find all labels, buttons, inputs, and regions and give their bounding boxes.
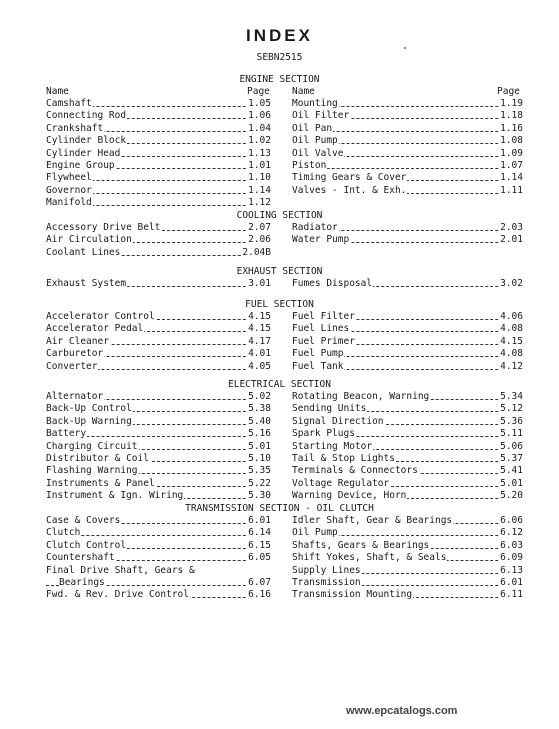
index-entry	[46, 234, 271, 246]
index-entry	[46, 148, 271, 160]
index-entry	[46, 135, 271, 147]
index-entry	[292, 361, 523, 373]
entry-name: Countershaft	[46, 552, 115, 564]
index-entry	[292, 577, 523, 589]
entry-name: Sending Units	[292, 403, 367, 415]
entry-name: Transmission	[292, 577, 361, 588]
entry-name: Fuel Lines	[292, 323, 350, 335]
entry-page: 5.41	[500, 465, 523, 477]
document-code: SEBN2515	[256, 52, 303, 63]
name-column-header-right: Name	[292, 86, 315, 97]
entry-page: 4.06	[500, 311, 523, 322]
index-entry	[46, 98, 271, 110]
entry-name: Oil Valve	[292, 147, 344, 159]
entry-name: Water Pump	[292, 234, 350, 246]
index-entry	[292, 172, 523, 184]
entry-name: Camshaft	[46, 98, 92, 109]
entry-name: Fwd. & Rev. Drive Control	[46, 589, 189, 601]
entry-name-continued: Final Drive Shaft, Gears &	[46, 564, 195, 576]
index-entry	[46, 428, 271, 440]
index-entry	[292, 490, 523, 502]
entry-page: 5.22	[248, 477, 271, 489]
entry-name: Starting Motor	[292, 440, 373, 452]
entry-name: Coolant Lines	[46, 246, 121, 258]
entry-page: 6.09	[500, 552, 523, 564]
entry-page: 5.10	[248, 453, 271, 464]
entry-name: Mounting	[292, 98, 338, 109]
index-entry	[46, 453, 271, 465]
entry-page: 5.40	[248, 415, 271, 427]
index-entry	[46, 403, 271, 415]
entry-page: 4.15	[500, 335, 523, 347]
entry-page: 1.05	[248, 98, 271, 109]
index-entry	[292, 428, 523, 440]
entry-page: 5.01	[248, 440, 271, 452]
entry-page: 4.01	[248, 348, 271, 360]
entry-page: 4.15	[248, 311, 271, 322]
index-entry	[292, 515, 523, 527]
entry-page: 5.06	[500, 440, 523, 452]
entry-name: Crankshaft	[46, 122, 104, 134]
entry-name: Spark Plugs	[292, 428, 355, 440]
entry-name: Case & Covers	[46, 515, 121, 526]
index-entry	[46, 478, 271, 490]
scan-speck	[404, 47, 406, 49]
watermark: www.epcatalogs.com	[346, 705, 458, 717]
entry-page: 1.18	[500, 110, 523, 122]
entry-name: Manifold	[46, 197, 92, 209]
entry-name: Supply Lines	[292, 564, 361, 576]
entry-name: Shift Yokes, Shaft, & Seals	[292, 552, 447, 564]
index-entry	[292, 416, 523, 428]
entry-page: 1.11	[500, 184, 523, 196]
index-entry	[292, 565, 523, 577]
entry-name: Alternator	[46, 391, 104, 402]
entry-name: Bearings	[59, 577, 105, 588]
index-entry	[46, 185, 271, 197]
entry-page: 2.03	[500, 222, 523, 233]
entry-name: Rotating Beacon, Warning	[292, 391, 430, 402]
entry-page: 1.02	[248, 135, 271, 147]
entry-page: 2.01	[500, 234, 523, 246]
entry-name: Valves - Int. & Exh.	[292, 184, 407, 196]
entry-page: 6.01	[248, 515, 271, 526]
index-entry	[292, 552, 523, 564]
entry-name: Converter	[46, 360, 98, 372]
entry-name: Fuel Primer	[292, 335, 355, 347]
entry-name: Governor	[46, 184, 92, 196]
entry-name: Fuel Filter	[292, 311, 355, 322]
index-entry	[46, 540, 271, 552]
index-entry	[46, 110, 271, 122]
entry-page: 4.15	[248, 323, 271, 335]
entry-name: Transmission Mounting	[292, 589, 413, 601]
entry-page: 5.37	[500, 453, 523, 464]
entry-name: Exhaust System	[46, 278, 127, 289]
index-entry	[292, 453, 523, 465]
index-entry	[46, 123, 271, 135]
index-entry	[46, 222, 271, 234]
entry-name: Accelerator Pedal	[46, 323, 144, 335]
page-column-header-left: Page	[247, 86, 270, 97]
entry-page: 6.03	[500, 539, 523, 551]
entry-name: Tail & Stop Lights	[292, 453, 395, 464]
entry-name: Flashing Warning	[46, 465, 138, 477]
section-title: TRANSMISSION SECTION - OIL CLUTCH	[185, 503, 374, 514]
entry-name: Battery	[46, 428, 87, 440]
index-entry	[292, 278, 523, 290]
entry-page: 6.05	[248, 552, 271, 564]
entry-name: Oil Pump	[292, 135, 338, 147]
entry-name: Air Circulation	[46, 234, 132, 246]
entry-page: 6.01	[500, 577, 523, 588]
index-entry	[292, 441, 523, 453]
entry-page: 5.38	[248, 403, 271, 415]
entry-page: 5.36	[500, 415, 523, 427]
entry-page: 1.10	[248, 172, 271, 184]
entry-page: 5.12	[500, 403, 523, 415]
entry-page: 1.14	[248, 184, 271, 196]
entry-name: Distributor & Coil	[46, 453, 149, 464]
entry-page: 3.02	[500, 278, 523, 289]
entry-page: 1.06	[248, 110, 271, 122]
index-entry	[46, 490, 271, 502]
entry-page: 5.20	[500, 490, 523, 502]
entry-page: 1.14	[500, 172, 523, 184]
entry-name: Carburetor	[46, 348, 104, 360]
entry-name: Timing Gears & Cover	[292, 172, 407, 184]
index-entry	[46, 465, 271, 477]
index-entry	[46, 311, 271, 323]
entry-name: Signal Direction	[292, 415, 384, 427]
section-title: EXHAUST SECTION	[236, 266, 323, 277]
entry-name: Shafts, Gears & Bearings	[292, 539, 430, 551]
entry-name: Fuel Pump	[292, 348, 344, 360]
entry-name: Idler Shaft, Gear & Bearings	[292, 515, 453, 526]
entry-name: Oil Filter	[292, 110, 350, 122]
index-entry	[46, 247, 271, 259]
entry-page: 1.07	[500, 160, 523, 171]
index-entry	[292, 391, 523, 403]
index-entry	[46, 577, 271, 589]
index-entry	[292, 98, 523, 110]
entry-page: 1.12	[248, 197, 271, 209]
index-entry	[292, 589, 523, 601]
index-entry	[292, 234, 523, 246]
entry-page: 2.04B	[242, 246, 271, 258]
index-entry	[46, 278, 271, 290]
index-entry	[46, 336, 271, 348]
entry-page: 5.16	[248, 428, 271, 440]
entry-name: Radiator	[292, 222, 338, 233]
index-entry	[292, 110, 523, 122]
entry-name: Back-Up Warning	[46, 415, 132, 427]
entry-name: Fuel Tank	[292, 360, 344, 372]
index-entry	[292, 336, 523, 348]
index-entry	[46, 416, 271, 428]
index-entry	[292, 222, 523, 234]
page-title: INDEX	[246, 26, 313, 45]
page-column-header-right: Page	[497, 86, 520, 97]
index-entry	[46, 348, 271, 360]
entry-name: Back-Up Control	[46, 403, 132, 415]
entry-page: 6.12	[500, 527, 523, 539]
index-entry	[292, 323, 523, 335]
section-title: ENGINE SECTION	[239, 74, 320, 85]
entry-name: Voltage Regulator	[292, 477, 390, 489]
index-entry	[46, 172, 271, 184]
entry-name: Instruments & Panel	[46, 477, 155, 489]
entry-page: 1.16	[500, 122, 523, 134]
entry-page: 5.01	[500, 477, 523, 489]
entry-page: 4.17	[248, 335, 271, 347]
index-entry	[292, 465, 523, 477]
entry-page: 6.14	[248, 527, 271, 539]
entry-name: Clutch Control	[46, 539, 127, 551]
index-entry	[46, 527, 271, 539]
entry-page: 5.11	[500, 428, 523, 440]
entry-name: Accessory Drive Belt	[46, 222, 161, 233]
entry-name: Engine Group	[46, 160, 115, 171]
entry-name: Piston	[292, 160, 327, 171]
index-entry	[292, 135, 523, 147]
entry-page: 1.19	[500, 98, 523, 109]
entry-name: Fumes Disposal	[292, 278, 373, 289]
index-entry	[46, 361, 271, 373]
index-entry	[292, 348, 523, 360]
index-entry	[292, 540, 523, 552]
entry-page: 6.15	[248, 539, 271, 551]
index-entry	[292, 160, 523, 172]
index-entry	[46, 441, 271, 453]
entry-name: Cylinder Block	[46, 135, 127, 147]
entry-page: 6.07	[248, 577, 271, 588]
entry-page: 1.08	[500, 135, 523, 147]
entry-page: 4.05	[248, 360, 271, 372]
index-entry	[46, 160, 271, 172]
entry-page: 1.01	[248, 160, 271, 171]
index-entry	[292, 478, 523, 490]
section-title: ELECTRICAL SECTION	[228, 379, 331, 390]
entry-name: Oil Pump	[292, 527, 338, 539]
entry-name: Charging Circuit	[46, 440, 138, 452]
index-entry	[292, 527, 523, 539]
entry-page: 1.04	[248, 122, 271, 134]
index-entry	[292, 311, 523, 323]
entry-name: Accelerator Control	[46, 311, 155, 322]
entry-page: 6.11	[500, 589, 523, 601]
section-title: COOLING SECTION	[236, 210, 323, 221]
entry-page: 5.30	[248, 490, 271, 502]
index-entry	[292, 123, 523, 135]
entry-name: Clutch	[46, 527, 81, 539]
entry-page: 1.13	[248, 147, 271, 159]
index-entry	[292, 403, 523, 415]
entry-name: Connecting Rod	[46, 110, 127, 122]
index-entry	[46, 515, 271, 527]
index-entry	[46, 589, 271, 601]
index-entry	[46, 391, 271, 403]
entry-page: 5.34	[500, 391, 523, 402]
entry-page: 5.02	[248, 391, 271, 402]
index-entry	[292, 148, 523, 160]
entry-page: 6.16	[248, 589, 271, 601]
entry-page: 4.12	[500, 360, 523, 372]
entry-name: Terminals & Connectors	[292, 465, 418, 477]
index-entry	[46, 552, 271, 564]
entry-page: 6.06	[500, 515, 523, 526]
entry-name: Oil Pan	[292, 122, 333, 134]
entry-name: Flywheel	[46, 172, 92, 184]
entry-name: Air Cleaner	[46, 335, 109, 347]
entry-page: 5.35	[248, 465, 271, 477]
name-column-header: Name	[46, 86, 69, 97]
index-entry	[46, 323, 271, 335]
entry-page: 6.13	[500, 564, 523, 576]
entry-page: 3.01	[248, 278, 271, 289]
entry-page: 4.08	[500, 323, 523, 335]
entry-page: 4.08	[500, 348, 523, 360]
entry-page: 2.07	[248, 222, 271, 233]
section-title: FUEL SECTION	[245, 299, 314, 310]
index-entry	[46, 197, 271, 209]
entry-name: Cylinder Head	[46, 147, 121, 159]
entry-page: 1.09	[500, 147, 523, 159]
entry-name: Warning Device, Horn	[292, 490, 407, 502]
entry-name: Instrument & Ign. Wiring	[46, 490, 184, 502]
entry-page: 2.06	[248, 234, 271, 246]
index-entry	[292, 185, 523, 197]
